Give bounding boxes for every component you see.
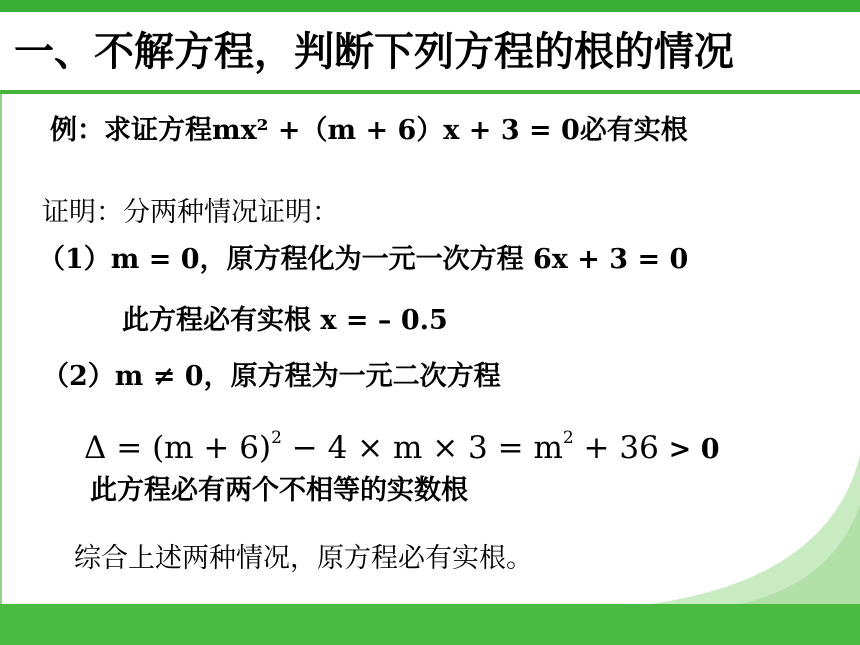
- proof-intro: 证明：分两种情况证明：: [42, 197, 339, 228]
- formula-inequality: > 0: [668, 434, 720, 465]
- formula-exponent-1: 2: [271, 428, 282, 448]
- discriminant-formula: [84, 418, 719, 470]
- conclusion: 综合上述两种情况，原方程必有实根。: [74, 543, 533, 574]
- formula-lhs: Δ = (m + 6): [84, 430, 272, 466]
- case-two-result: 此方程必有两个不相等的实数根: [90, 475, 468, 506]
- bottom-accent-bar: [0, 604, 860, 645]
- case-one: （1）m = 0，原方程化为一元一次方程 6x + 3 = 0: [38, 244, 689, 275]
- formula-rhs: + 36: [573, 430, 669, 466]
- formula-exponent-2: 2: [562, 428, 574, 448]
- case-two: （2）m ≠ 0，原方程为一元二次方程: [42, 361, 501, 392]
- slide-title: 一、不解方程，判断下列方程的根的情况: [14, 29, 734, 75]
- case-one-result: 此方程必有实根 x = – 0.5: [122, 305, 448, 336]
- formula-middle: − 4 × m × 3 = m: [281, 430, 563, 466]
- example-statement: 例：求证方程mx² +（m + 6）x + 3 = 0必有实根: [50, 115, 688, 146]
